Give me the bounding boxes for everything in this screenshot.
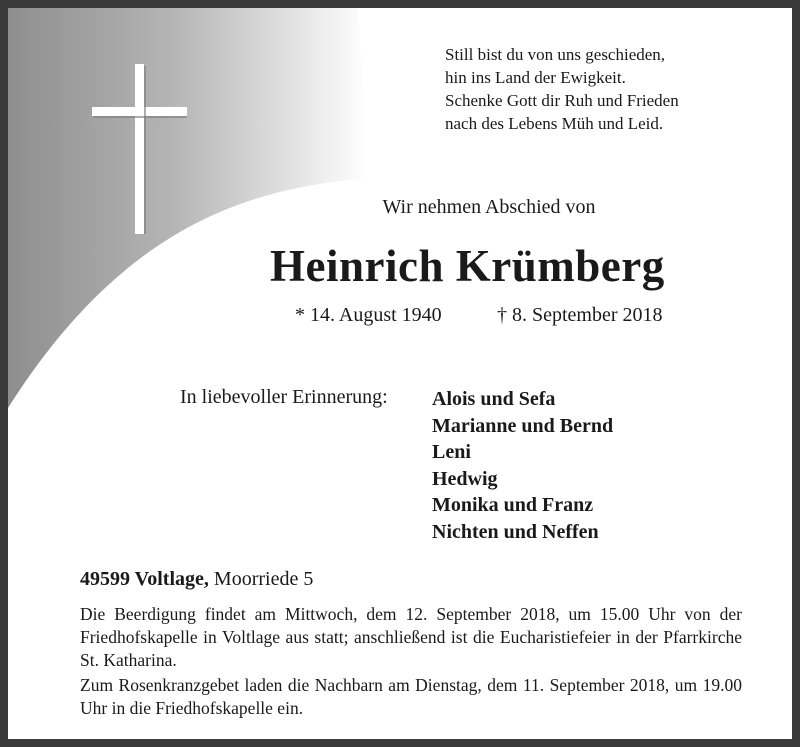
poem-line: Schenke Gott dir Ruh und Frieden <box>445 91 679 110</box>
mourner-item: Hedwig <box>432 467 498 490</box>
mourner-item: Monika und Franz <box>432 494 594 516</box>
deceased-name: Heinrich Krümberg <box>270 241 665 291</box>
funeral-notice: Die Beerdigung findet am Mittwoch, dem 12. September 2018, um 15.00 Uhr von der Friedhofskapelle in Voltlage aus statt; anschließend ist die Eucharistiefeier in der Pfarrkirche St. Katharina. <box>80 604 742 670</box>
rosary-notice: Zum Rosenkranzgebet laden die Nachbarn am Dienstag, dem 11. September 2018, um 19.00 Uhr in die Friedhofskapelle ein. <box>80 675 742 718</box>
mourner-item: Nichten und Neffen <box>432 520 599 543</box>
poem-line: nach des Lebens Müh und Leid. <box>445 114 664 133</box>
mourners-list <box>432 386 613 545</box>
poem-line: hin ins Land der Ewigkeit. <box>445 68 626 87</box>
address <box>80 568 313 591</box>
death-date: † 8. September 2018 <box>497 304 663 326</box>
mourner-item: Leni <box>432 441 471 463</box>
address-street: Moorriede 5 <box>213 568 314 590</box>
birth-date: * 14. August 1940 <box>295 304 442 326</box>
mourner-item: Marianne und Bernd <box>432 414 614 437</box>
address-place: 49599 Voltlage, <box>80 568 209 590</box>
poem-line: Still bist du von uns geschieden, <box>445 45 666 64</box>
intro-text: Wir nehmen Abschied von <box>382 196 596 218</box>
memorial-label: In liebevoller Erinnerung: <box>180 386 388 408</box>
poem <box>445 43 679 135</box>
mourner-item: Alois und Sefa <box>432 388 556 410</box>
